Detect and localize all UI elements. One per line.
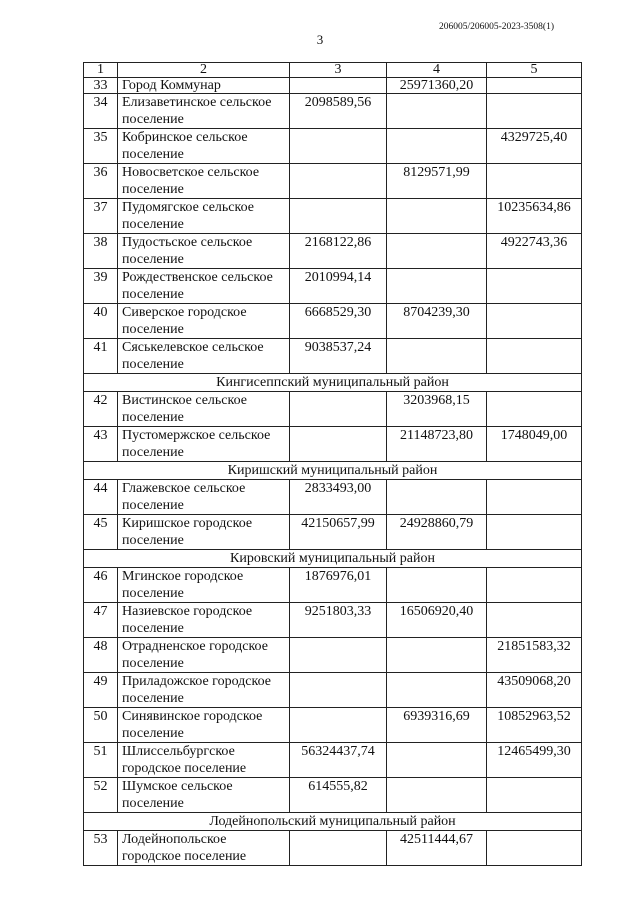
table-row (84, 339, 582, 374)
row-number: 49 (84, 673, 118, 708)
value-col-5: 21851583,32 (487, 638, 582, 673)
value-col-3 (290, 164, 387, 199)
column-header: 4 (387, 63, 487, 78)
value-col-4: 8129571,99 (387, 164, 487, 199)
settlement-name: Пудостьское сельское поселение (118, 234, 290, 269)
row-number: 46 (84, 568, 118, 603)
page-number: 3 (316, 32, 324, 47)
row-number: 35 (84, 129, 118, 164)
row-number: 39 (84, 269, 118, 304)
value-col-3: 614555,82 (290, 778, 387, 813)
column-header: 3 (290, 63, 387, 78)
settlement-name: Мгинское городское поселение (118, 568, 290, 603)
settlement-name: Сяськелевское сельское поселение (118, 339, 290, 374)
value-col-4 (387, 94, 487, 129)
value-col-3: 1876976,01 (290, 568, 387, 603)
value-col-4 (387, 743, 487, 778)
column-header: 2 (118, 63, 290, 78)
value-col-5 (487, 480, 582, 515)
value-col-4 (387, 234, 487, 269)
row-number: 48 (84, 638, 118, 673)
value-col-4: 8704239,30 (387, 304, 487, 339)
value-col-3: 9038537,24 (290, 339, 387, 374)
settlement-name: Киришское городское поселение (118, 515, 290, 550)
value-col-5 (487, 94, 582, 129)
section-row (84, 462, 582, 480)
table-row (84, 129, 582, 164)
section-row (84, 374, 582, 392)
settlement-name: Вистинское сельское поселение (118, 392, 290, 427)
row-number: 40 (84, 304, 118, 339)
table-row (84, 568, 582, 603)
value-col-4 (387, 480, 487, 515)
value-col-4 (387, 568, 487, 603)
settlement-name: Шлиссельбургское городское поселение (118, 743, 290, 778)
table-row (84, 392, 582, 427)
value-col-3 (290, 129, 387, 164)
document-code: 206005/206005-2023-3508(1) (438, 22, 554, 32)
row-number: 51 (84, 743, 118, 778)
settlement-name: Лодейнопольское городское поселение (118, 831, 290, 866)
value-col-5 (487, 269, 582, 304)
table-row (84, 94, 582, 129)
table-row (84, 269, 582, 304)
table-row (84, 778, 582, 813)
value-col-5 (487, 339, 582, 374)
settlement-name: Приладожское городское поселение (118, 673, 290, 708)
settlement-name: Елизаветинское сельское поселение (118, 94, 290, 129)
settlement-name: Шумское сельское поселение (118, 778, 290, 813)
value-col-4: 3203968,15 (387, 392, 487, 427)
value-col-5: 12465499,30 (487, 743, 582, 778)
section-row (84, 813, 582, 831)
value-col-5: 10852963,52 (487, 708, 582, 743)
row-number: 41 (84, 339, 118, 374)
settlement-name: Глажевское сельское поселение (118, 480, 290, 515)
value-col-4 (387, 339, 487, 374)
value-col-3: 2833493,00 (290, 480, 387, 515)
column-header: 5 (487, 63, 582, 78)
row-number: 44 (84, 480, 118, 515)
row-number: 47 (84, 603, 118, 638)
value-col-4 (387, 778, 487, 813)
value-col-5 (487, 831, 582, 866)
value-col-3: 2098589,56 (290, 94, 387, 129)
section-title: Кингисеппский муниципальный район (84, 374, 582, 392)
table-row (84, 673, 582, 708)
row-number: 36 (84, 164, 118, 199)
value-col-3 (290, 427, 387, 462)
value-col-5: 1748049,00 (487, 427, 582, 462)
value-col-3: 9251803,33 (290, 603, 387, 638)
settlement-name: Рождественское сельское поселение (118, 269, 290, 304)
table-row (84, 304, 582, 339)
table-row (84, 638, 582, 673)
row-number: 53 (84, 831, 118, 866)
table-row (84, 743, 582, 778)
row-number: 37 (84, 199, 118, 234)
settlement-name: Сиверское городское поселение (118, 304, 290, 339)
settlement-name: Пудомягское сельское поселение (118, 199, 290, 234)
table-row (84, 480, 582, 515)
column-header: 1 (84, 63, 118, 78)
value-col-5: 4922743,36 (487, 234, 582, 269)
value-col-5 (487, 164, 582, 199)
value-col-3 (290, 78, 387, 94)
value-col-5 (487, 603, 582, 638)
table-row (84, 515, 582, 550)
settlement-name: Новосветское сельское поселение (118, 164, 290, 199)
settlement-name: Синявинское городское поселение (118, 708, 290, 743)
value-col-5 (487, 392, 582, 427)
value-col-3 (290, 831, 387, 866)
table-row (84, 164, 582, 199)
value-col-5: 43509068,20 (487, 673, 582, 708)
table-header-row (84, 63, 582, 78)
row-number: 50 (84, 708, 118, 743)
value-col-4 (387, 673, 487, 708)
value-col-5: 10235634,86 (487, 199, 582, 234)
row-number: 43 (84, 427, 118, 462)
value-col-4: 6939316,69 (387, 708, 487, 743)
value-col-3: 56324437,74 (290, 743, 387, 778)
settlement-name: Пустомержское сельское поселение (118, 427, 290, 462)
table-row (84, 199, 582, 234)
value-col-5 (487, 568, 582, 603)
value-col-3 (290, 638, 387, 673)
value-col-4: 16506920,40 (387, 603, 487, 638)
value-col-3: 42150657,99 (290, 515, 387, 550)
settlement-name: Город Коммунар (118, 78, 290, 94)
value-col-3 (290, 199, 387, 234)
row-number: 45 (84, 515, 118, 550)
table-row (84, 831, 582, 866)
table-row (84, 708, 582, 743)
value-col-4 (387, 638, 487, 673)
row-number: 33 (84, 78, 118, 94)
value-col-5 (487, 78, 582, 94)
row-number: 42 (84, 392, 118, 427)
settlement-name: Кобринское сельское поселение (118, 129, 290, 164)
value-col-4 (387, 269, 487, 304)
value-col-4: 42511444,67 (387, 831, 487, 866)
section-title: Лодейнопольский муниципальный район (84, 813, 582, 831)
value-col-5: 4329725,40 (487, 129, 582, 164)
table-row (84, 234, 582, 269)
value-col-5 (487, 304, 582, 339)
value-col-3 (290, 673, 387, 708)
value-col-3: 2010994,14 (290, 269, 387, 304)
section-row (84, 550, 582, 568)
section-title: Киришский муниципальный район (84, 462, 582, 480)
row-number: 34 (84, 94, 118, 129)
value-col-4 (387, 129, 487, 164)
value-col-3 (290, 392, 387, 427)
data-table (83, 62, 582, 866)
value-col-4 (387, 199, 487, 234)
table-row (84, 427, 582, 462)
table-row (84, 78, 582, 94)
value-col-4: 21148723,80 (387, 427, 487, 462)
value-col-5 (487, 778, 582, 813)
settlement-name: Отрадненское городское поселение (118, 638, 290, 673)
row-number: 52 (84, 778, 118, 813)
table-row (84, 603, 582, 638)
value-col-3: 2168122,86 (290, 234, 387, 269)
settlement-name: Назиевское городское поселение (118, 603, 290, 638)
section-title: Кировский муниципальный район (84, 550, 582, 568)
value-col-5 (487, 515, 582, 550)
value-col-4: 25971360,20 (387, 78, 487, 94)
value-col-3: 6668529,30 (290, 304, 387, 339)
value-col-3 (290, 708, 387, 743)
value-col-4: 24928860,79 (387, 515, 487, 550)
row-number: 38 (84, 234, 118, 269)
